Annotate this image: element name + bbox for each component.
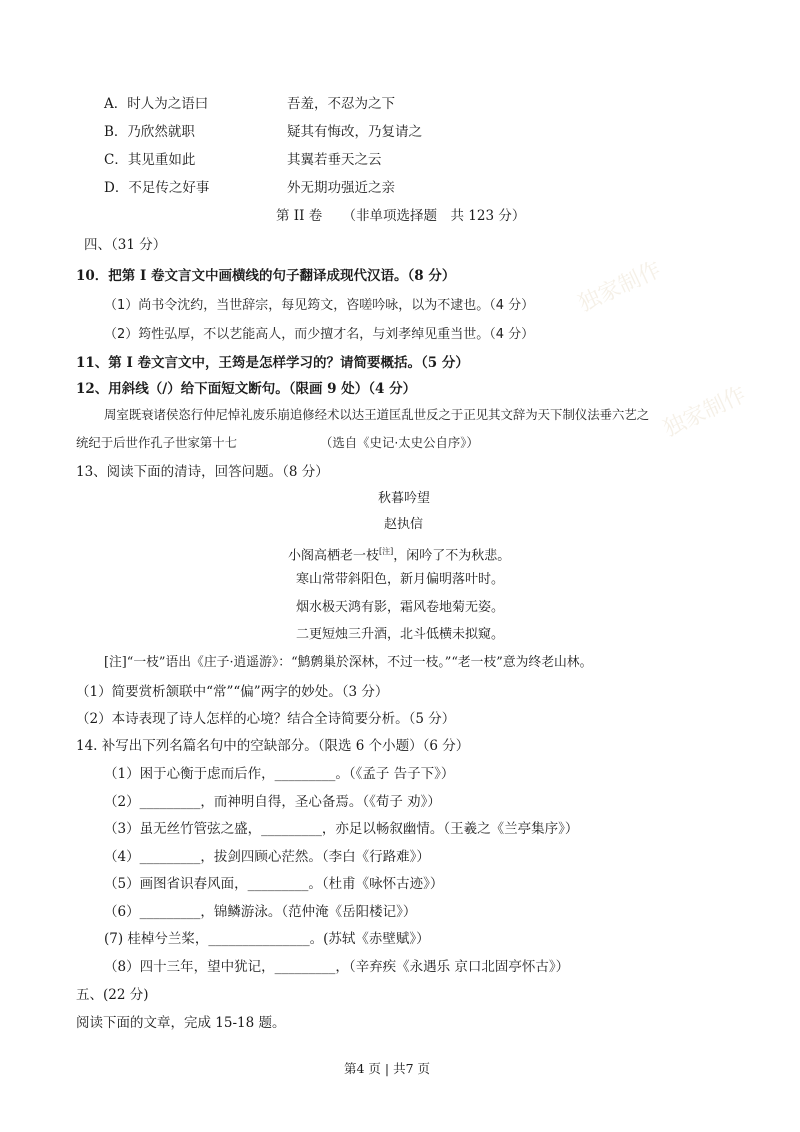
volume-title: 第 II 卷 （非单项选择题 共 123 分） (276, 208, 526, 224)
question-14-item-1: （1）困于心衡于虑而后作，_________。（《孟子 告子下》） (104, 766, 455, 782)
poem-line-2: 寒山常带斜阳色，新月偏明落叶时。 (296, 572, 505, 587)
option-c-label: C．其见重如此 (104, 152, 196, 168)
question-10: 10．把第 I 卷文言文中画横线的句子翻译成现代汉语。（8 分） (76, 268, 456, 284)
option-a-pair: 吾羞，不忍为之下 (287, 96, 395, 112)
watermark: 独家制作 (574, 257, 666, 318)
watermark: 独家制作 (659, 382, 751, 443)
question-14-item-8: （8）四十三年，望中犹记，_________，（辛弃疾《永遇乐 京口北固亭怀古》） (104, 959, 570, 975)
poem-line-1 (288, 543, 510, 565)
option-b-pair: 疑其有悔改，乃复请之 (287, 124, 422, 140)
question-12: 12、用斜线（/）给下面短文断句。（限画 9 处）（4 分） (76, 381, 417, 397)
question-13-part-2: （2）本诗表现了诗人怎样的心境？结合全诗简要分析。（5 分） (76, 711, 456, 727)
section-4-heading: 四、（31 分） (84, 237, 167, 253)
question-14-item-3: （3）虽无丝竹管弦之盛，_________，亦足以畅叙幽情。（王羲之《兰亭集序》） (104, 821, 579, 837)
question-12-source: （选自《史记·太史公自序》） (320, 435, 479, 450)
question-13-part-1: （1）简要赏析颔联中“常”“偏”两字的妙处。（3 分） (76, 684, 389, 700)
section-5-intro: 阅读下面的文章，完成 15-18 题。 (76, 1015, 286, 1031)
poem-author: 赵执信 (384, 517, 424, 532)
poem-line-4: 二更短烛三升酒，北斗低横未拟窥。 (296, 627, 505, 642)
question-14: 14. 补写出下列名篇名句中的空缺部分。（限选 6 个小题）（6 分） (76, 738, 470, 754)
poem-line-1-start: 小阁高栖老一枝 (288, 548, 380, 564)
option-a-label: A．时人为之语曰 (104, 96, 209, 112)
question-10-part-1: （1）尚书令沈约，当世辞宗，每见筠文，咨嗟吟咏，以为不逮也。（4 分） (104, 298, 535, 313)
section-5-heading: 五、(22 分) (76, 987, 149, 1003)
option-d-label: D．不足传之好事 (104, 180, 210, 196)
question-14-item-5: （5）画图省识春风面，_________。（杜甫《咏怀古迹》） (104, 876, 444, 892)
question-13: 13、阅读下面的清诗，回答问题。（8 分） (76, 464, 329, 480)
option-d-pair: 外无期功强近之亲 (287, 180, 395, 196)
option-c-pair: 其翼若垂天之云 (287, 152, 382, 168)
option-b-label: B．乃欣然就职 (104, 124, 195, 140)
poem-note-marker: [注] (379, 547, 394, 556)
question-14-item-6: （6）_________，锦鳞游泳。（范仲淹《岳阳楼记》） (104, 904, 417, 920)
page-footer: 第4 页 | 共7 页 (344, 1061, 431, 1076)
poem-line-3: 烟水极天鸿有影，霜风卷地菊无姿。 (296, 600, 505, 615)
question-14-item-4: （4）_________，拔剑四顾心茫然。（李白《行路难》） (104, 849, 430, 865)
question-10-part-2: （2）筠性弘厚，不以艺能高人，而少擅才名，与刘孝绰见重当世。（4 分） (104, 327, 535, 342)
poem-note: [注]“一枝”语出《庄子·逍遥游》：“鹪鹩巢於深林，不过一枝。”“老一枝”意为终老山林。 (104, 655, 593, 670)
question-12-text-line-1: 周室既衰诸侯恣行仲尼悼礼废乐崩追修经术以达王道匡乱世反之于正见其文辞为天下制仪法垂六艺之 (104, 407, 650, 422)
question-14-item-7: (7) 桂棹兮兰桨，_______________。(苏轼《赤壁赋》） (104, 931, 430, 947)
question-11: 11、第 I 卷文言文中，王筠是怎样学习的？请简要概括。（5 分） (76, 355, 469, 371)
question-12-text-line-2: 统纪于后世作孔子世家第十七 (76, 435, 238, 450)
poem-line-1-end: ，闲吟了不为秋悲。 (393, 548, 511, 564)
poem-title: 秋暮吟望 (378, 491, 431, 506)
question-14-item-2: （2）_________，而神明自得，圣心备焉。（《荀子 劝》） (104, 794, 441, 810)
